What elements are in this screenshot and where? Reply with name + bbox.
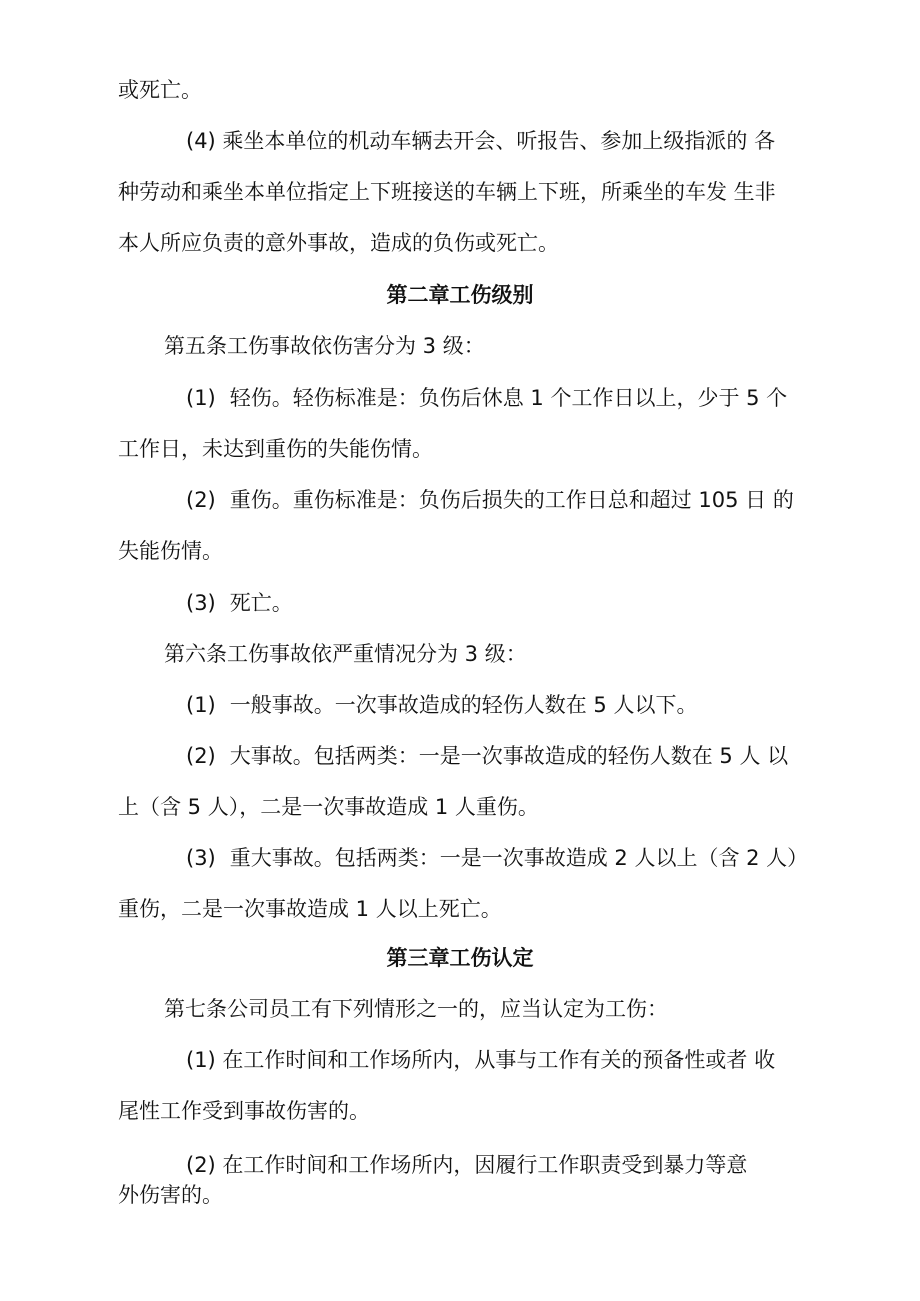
list-item [186,485,794,515]
item-text: 重大事故。包括两类：一是一次事故造成 2 人以上（含 2 人） [229,846,809,870]
item-number: (2) [186,744,216,768]
article-text: 第六条工伤事故依严重情况分为 3 级： [164,642,527,666]
item-continuation: 外伤害的。 [118,1183,223,1207]
item-text: 大事故。包括两类：一是一次事故造成的轻伤人数在 5 人 以 [229,744,789,768]
list-item: (2) 在工作时间和工作场所内，因履行工作职责受到暴力等意 [186,1153,748,1177]
item-number: (1) [186,386,216,410]
item-text: 死亡。 [229,591,293,615]
paragraph-line: (4) 乘坐本单位的机动车辆去开会、听报告、参加上级指派的 各 [186,129,776,153]
item-continuation: 工作日，未达到重伤的失能伤情。 [118,437,433,461]
article-text: 第七条公司员工有下列情形之一的，应当认定为工伤： [164,997,668,1021]
article-text: 第五条工伤事故依伤害分为 3 级： [164,334,485,358]
item-text: 轻伤。轻伤标准是：负伤后休息 1 个工作日以上，少于 5 个 [229,386,788,410]
list-item [186,690,697,720]
paragraph-line: 本人所应负责的意外事故，造成的负伤或死亡。 [118,231,559,255]
item-text: 一般事故。一次事故造成的轻伤人数在 5 人以下。 [229,693,698,717]
item-number: (3) [186,591,216,615]
list-item [186,383,787,413]
item-number: (3) [186,846,216,870]
paragraph-line: 种劳动和乘坐本单位指定上下班接送的车辆上下班，所乘坐的车发 生非 [118,180,776,204]
list-item [186,741,788,771]
item-number: (2) [186,488,216,512]
list-item [186,588,293,618]
item-number: (1) [186,693,216,717]
item-text: 重伤。重伤标准是：负伤后损失的工作日总和超过 105 日 的 [229,488,794,512]
list-item [186,843,808,873]
list-item: (1) 在工作时间和工作场所内，从事与工作有关的预备性或者 收 [186,1048,776,1072]
item-continuation: 失能伤情。 [118,539,223,563]
chapter-heading: 第三章工伤认定 [386,946,534,970]
item-continuation: 重伤，二是一次事故造成 1 人以上死亡。 [118,897,502,921]
item-continuation: 尾性工作受到事故伤害的。 [118,1099,370,1123]
item-continuation: 上（含 5 人），二是一次事故造成 1 人重伤。 [118,795,539,819]
paragraph-line: 或死亡。 [118,78,202,102]
chapter-heading: 第二章工伤级别 [386,283,534,307]
